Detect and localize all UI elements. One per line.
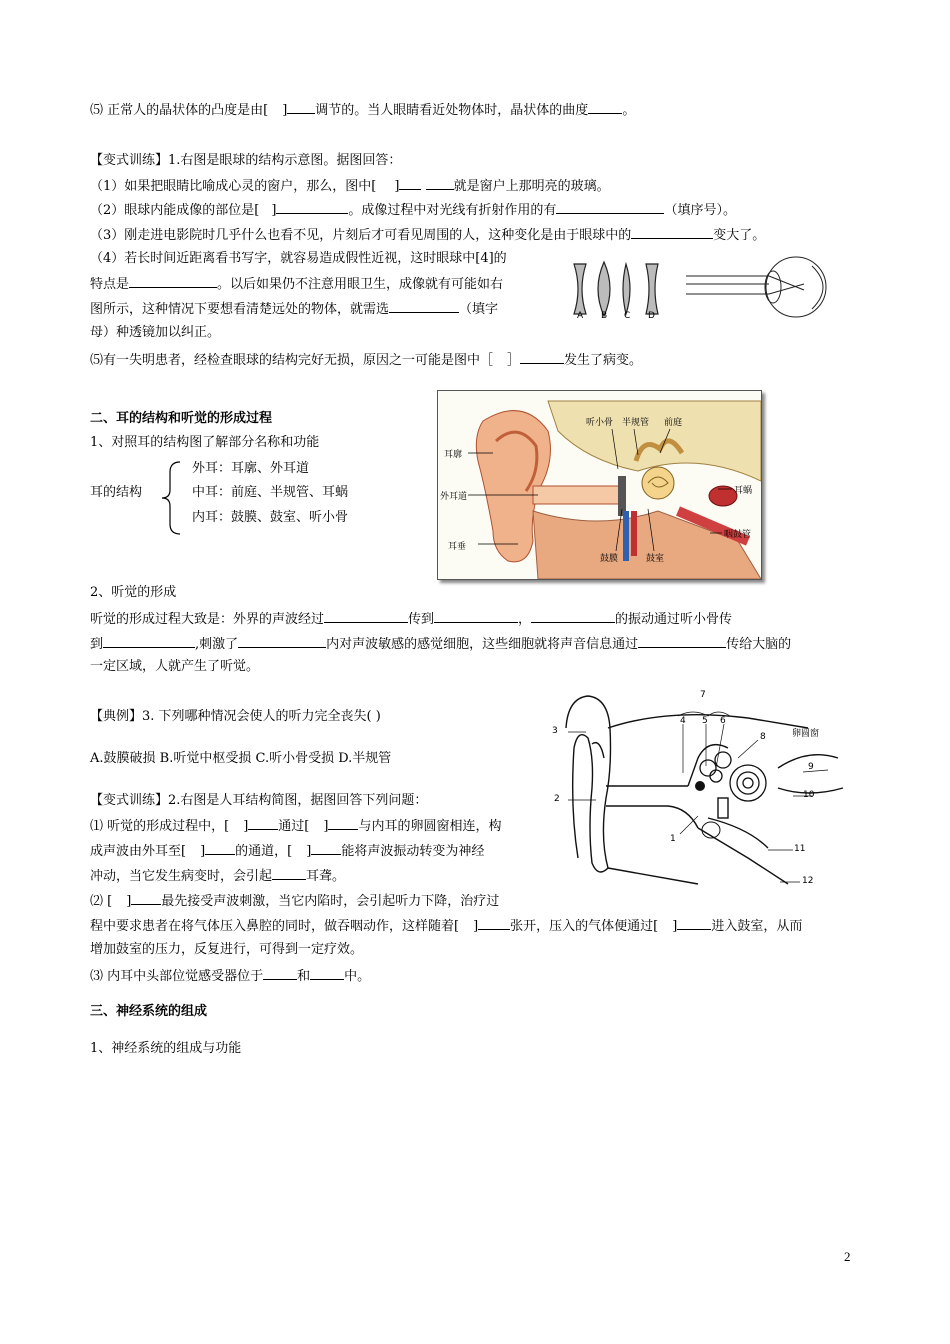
fig1-label-cavity: 鼓室 <box>646 554 665 564</box>
lens-c-icon <box>623 264 630 314</box>
fig1-label-eardrum: 鼓膜 <box>600 554 619 564</box>
exercise2-q1-c: 冲动，当它发生病变时，会引起 耳聋。 <box>90 866 345 886</box>
exercise2-q3: ⑶ 内耳中头部位觉感受器位于 和 中。 <box>90 966 370 986</box>
outer-ear-item: 外耳：耳廓、外耳道 <box>192 461 310 476</box>
lens-label-c: C <box>624 311 631 321</box>
brace-icon <box>160 460 184 536</box>
ear-canal-shape <box>533 486 623 504</box>
example-question: 【典例】3. 下列哪种情况会使人的听力完全丧失( ) <box>90 709 381 724</box>
fig1-label-canals: 半规管 <box>622 418 650 428</box>
exercise1-q4-d: 母）种透镜加以纠正。 <box>90 325 221 340</box>
hearing-para-3: 一定区域，人就产生了听觉。 <box>90 659 260 674</box>
lens-label-a: A <box>577 311 584 321</box>
fig2-label-10: 10 <box>803 790 815 800</box>
hearing-para-1: 听觉的形成过程大致是：外界的声波经过 传到 ， 的振动通过听小骨传 <box>90 609 732 629</box>
fig2-label-1: 1 <box>670 834 676 844</box>
fig1-label-vestibule: 前庭 <box>664 418 683 428</box>
example-options: A.鼓膜破损 B.听觉中枢受损 C.听小骨受损 D.半规管 <box>90 751 392 766</box>
fig2-label-oval-window: 卵圆窗 <box>792 729 820 739</box>
fig1-label-tube: 咽鼓管 <box>724 530 752 540</box>
exercise1-q3: （3）刚走进电影院时几乎什么也看不见，片刻后才可看见周围的人，这种变化是由于眼球中的 变大了。 <box>90 225 765 245</box>
eustachian-outline <box>698 828 788 884</box>
exercise1-header: 【变式训练】1.右图是眼球的结构示意图。据图回答： <box>90 153 402 168</box>
fig2-label-2: 2 <box>554 794 560 804</box>
canal-outline <box>606 786 688 806</box>
cochlea-shape <box>642 467 674 499</box>
fig2-label-3: 3 <box>552 726 558 736</box>
exercise2-q1-b: 成声波由外耳至[ ] 的通道，[ ] 能将声波振动转变为神经 <box>90 841 484 861</box>
exercise2-q2: ⑵ [ ] 最先接受声波刺激，当它内陷时，会引起听力下降，治疗过 <box>90 891 499 911</box>
cochlea-spiral-icon <box>730 765 766 801</box>
fig1-label-canal: 外耳道 <box>440 492 468 502</box>
fig1-label-lobe: 耳垂 <box>448 542 467 552</box>
ear-structure-label: 耳的结构 <box>90 485 143 500</box>
exercise2-header: 【变式训练】2.右图是人耳结构简图，据图回答下列问题： <box>90 793 428 808</box>
lens-b-icon <box>598 262 610 316</box>
eye-ray-diagram <box>686 257 826 317</box>
exercise1-q5: ⑸有一失明患者，经检查眼球的结构完好无损，原因之一可能是图中［ ］ 发生了病变。 <box>90 350 642 370</box>
lens-label-b: B <box>601 311 608 321</box>
fig2-label-6: 6 <box>720 716 726 726</box>
hearing-para-2: 到 ,刺激了 内对声波敏感的感觉细胞，这些细胞就将声音信息通过 传给大脑的 <box>90 634 791 654</box>
fig1-label-cochlea: 耳蜗 <box>734 486 753 496</box>
exercise2-q2-b: 程中要求患者在将气体压入鼻腔的同时，做吞咽动作，这样随着[ ] 张开，压入的气体便通过[ ] 进入鼓室，从而 <box>90 916 802 936</box>
section3-sub1: 1、神经系统的组成与功能 <box>90 1041 242 1056</box>
fig2-label-12: 12 <box>802 876 814 886</box>
ear-diagram-figure <box>548 688 848 894</box>
fig2-label-4: 4 <box>680 716 686 726</box>
fig2-label-7: 7 <box>700 690 706 700</box>
exercise2-q2-c: 增加鼓室的压力，反复进行，可得到一定疗效。 <box>90 942 364 957</box>
section3-title: 三、神经系统的组成 <box>90 1004 208 1019</box>
section2-sub1: 1、对照耳的结构图了解部分名称和功能 <box>90 435 320 450</box>
exercise1-q2: （2）眼球内能成像的部位是[ ] 。成像过程中对光线有折射作用的有 （填序号）。 <box>90 200 736 220</box>
ear-anatomy-figure <box>437 390 762 580</box>
lens-label-d: D <box>648 311 655 321</box>
question-5-line: ⑸ 正常人的晶状体的凸度是由[ ] 调节的。当人眼睛看近处物体时，晶状体的曲度 。 <box>90 100 635 120</box>
page-number: 2 <box>844 1249 851 1264</box>
fig1-label-pinna: 耳廓 <box>444 450 463 460</box>
exercise1-q1: （1）如果把眼睛比喻成心灵的窗户，那么，图中[ ] 就是窗户上那明亮的玻璃。 <box>90 176 610 196</box>
inner-ear-item: 内耳：鼓膜、鼓室、听小骨 <box>192 510 349 525</box>
section2-sub2: 2、听觉的形成 <box>90 585 177 600</box>
fig2-label-8: 8 <box>760 732 766 742</box>
lens-a-icon <box>574 264 586 314</box>
fig2-label-9: 9 <box>808 762 814 772</box>
fig2-label-5: 5 <box>702 716 708 726</box>
section2-title: 二、耳的结构和听觉的形成过程 <box>90 411 273 426</box>
fig1-label-ossicles: 听小骨 <box>586 418 614 428</box>
lens-eye-figure <box>564 254 849 324</box>
exercise1-q4-b: 特点是 。以后如果仍不注意用眼卫生，成像就有可能如右 <box>90 274 503 294</box>
exercise1-q4: （4）若长时间近距离看书写字，就容易造成假性近视，这时眼球中[4]的 <box>90 251 507 266</box>
fig2-label-11: 11 <box>794 844 806 854</box>
exercise1-q4-c: 图所示，这种情况下要想看清楚远处的物体，就需选 （填字 <box>90 299 498 319</box>
outer-ear-outline <box>566 696 611 872</box>
middle-ear-item: 中耳：前庭、半规管、耳蜗 <box>192 485 349 500</box>
lens-d-icon <box>646 264 658 314</box>
exercise2-q1: ⑴ 听觉的形成过程中，[ ] 通过[ ] 与内耳的卵圆窗相连，构 <box>90 816 501 836</box>
semicircular-canals-icon <box>700 752 731 782</box>
ossicle-icon <box>695 781 720 838</box>
